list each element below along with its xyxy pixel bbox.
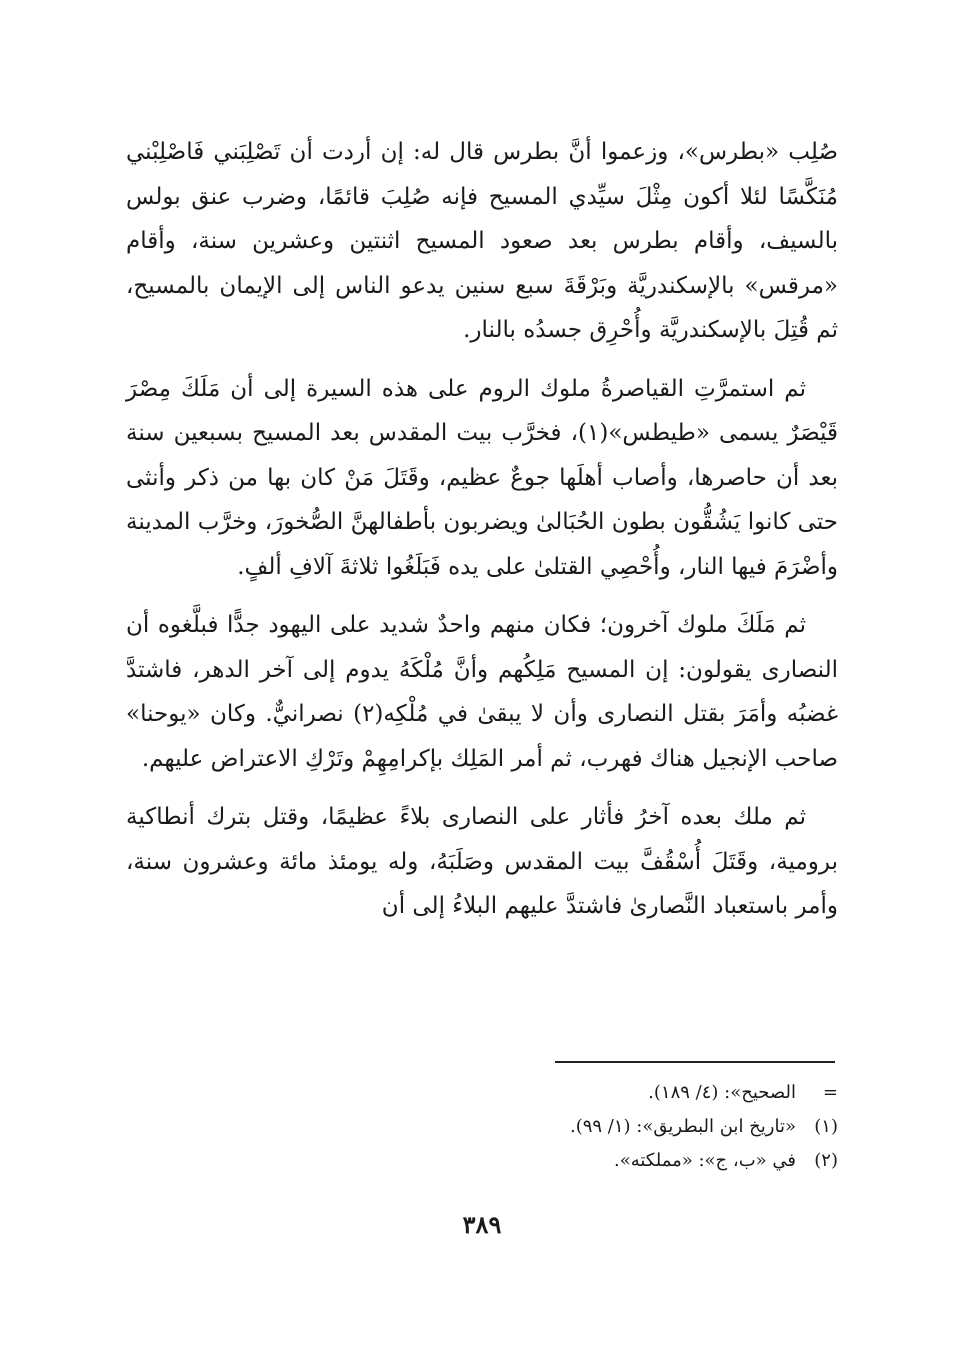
footnote-item [126, 1144, 838, 1178]
footnote-divider [555, 1061, 835, 1063]
footnote-text: في «ب، ج»: «مملكته». [613, 1150, 796, 1171]
footnote-text: الصحيح»: (٤/ ١٨٩). [648, 1082, 796, 1103]
footnote-text: «تاريخ ابن البطريق»: (١/ ٩٩). [569, 1116, 796, 1137]
footnote-mark: = [822, 1082, 838, 1103]
footnote-item [126, 1076, 838, 1110]
footnote-mark: (٢) [814, 1150, 838, 1171]
main-text [126, 130, 838, 943]
paragraph-4: ثم ملك بعده آخرُ فأثار على النصارى بلاءً عظيمًا، وقتل بترك أنطاكية برومية، وقَتَلَ أُسْقُفَّ بيت المقدس وصَلَبَهُ، وله يومئذ مائة وعشرون سنة، وأمر باستعباد النَّصارىٰ فاشتدَّ عليهم البلاءُ إلى أن [126, 804, 838, 919]
paragraph-3: ثم مَلَكَ ملوك آخرون؛ فكان منهم واحدٌ شديد على اليهود جدًّا فبلَّغوه أن النصارى يقولون: إن المسيح مَلِكُهم وأنَّ مُلْكَهُ يدوم إلى آخر الدهر، فاشتدَّ غضبُه وأمَرَ بقتل النصارى وأن لا يبقىٰ في مُلْكِه(٢) نصرانيٌّ. وكان «يوحنا» صاحب الإنجيل هناك فهرب، ثم أمر المَلِك بإكرامِهِمْ وتَرْكِ الاعتراض عليهم. [126, 612, 838, 772]
footnote-mark: (١) [814, 1116, 838, 1137]
paragraph-2: ثم استمرَّتِ القياصرةُ ملوك الروم على هذه السيرة إلى أن مَلَكَ مِصْرَ قَيْصَرٌ يسمى «طيطس»(١)، فخرَّب بيت المقدس بعد المسيح بسبعين سنة بعد أن حاصرها، وأصاب أهلَها جوعٌ عظيم، وقَتَلَ مَنْ كان بها من ذكر وأنثى حتى كانوا يَشُقُّون بطون الحُبَالىٰ ويضربون بأطفالهنَّ الصُّخورَ، وخرَّب المدينة وأضْرَمَ فيها النار، وأُحْصِي القتلىٰ على يده فَبَلَغُوا ثلاثةَ آلافِ ألفٍ. [125, 375, 838, 580]
paragraph-1: صُلِب «بطرس»، وزعموا أنَّ بطرس قال له: إن أردت أن تَصْلِبَني فَاصْلِبْني مُنَكَّسًا لئلا أكون مِثْلَ سيِّدي المسيح فإنه صُلِبَ قائمًا، وضرب عنق بولس بالسيف، وأقام بطرس بعد صعود المسيح اثنتين وعشرين سنة، وأقام «مرقس» بالإسكندريَّة وبَرْقَةَ سبع سنين يدعو الناس إلى الإيمان بالمسيح، ثم قُتِلَ بالإسكندريَّة وأُحْرِق جسدُه بالنار. [126, 139, 838, 343]
footnotes [126, 1076, 838, 1178]
footnote-item [126, 1110, 838, 1144]
page-number: ٣٨٩ [462, 1210, 502, 1239]
